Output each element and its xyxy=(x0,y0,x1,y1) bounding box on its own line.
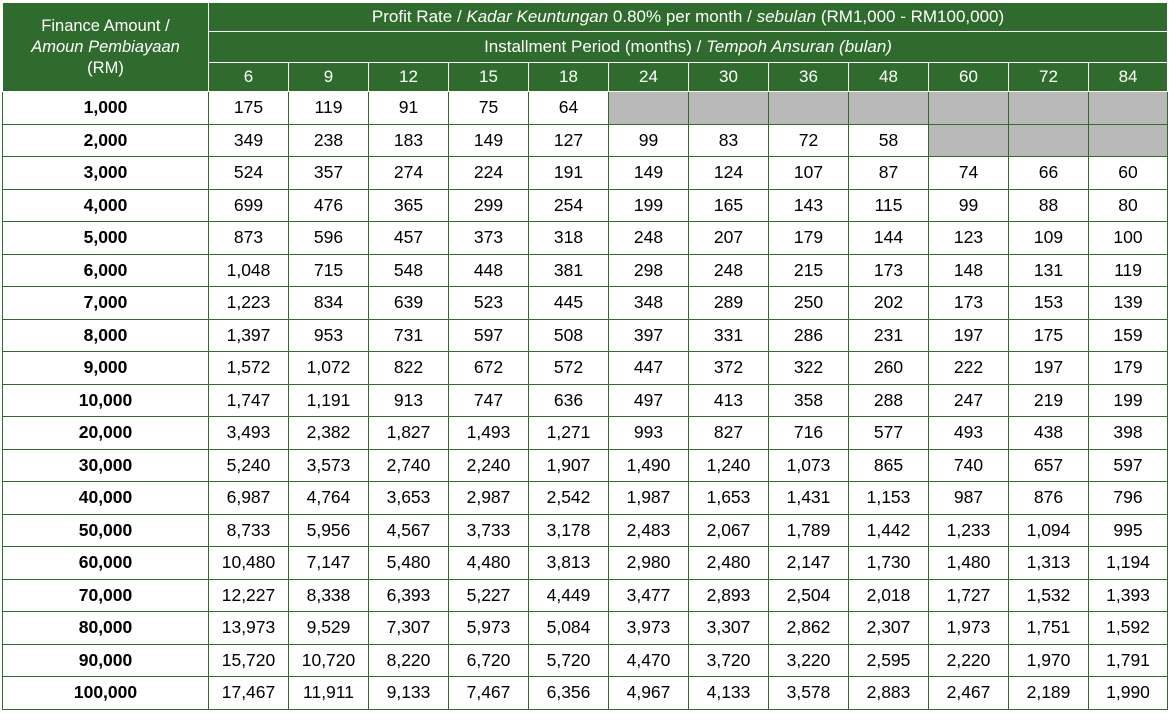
installment-value-cell: 2,240 xyxy=(449,449,529,482)
period-header-cell: 72 xyxy=(1009,63,1089,92)
installment-value-cell: 1,827 xyxy=(369,417,449,450)
installment-value-cell: 413 xyxy=(689,384,769,417)
table-row xyxy=(3,287,1168,320)
installment-value-cell: 876 xyxy=(1009,482,1089,515)
unavailable-cell xyxy=(849,92,929,125)
installment-value-cell: 1,907 xyxy=(529,449,609,482)
installment-value-cell: 715 xyxy=(289,254,369,287)
installment-value-cell: 4,567 xyxy=(369,514,449,547)
installment-value-cell: 115 xyxy=(849,189,929,222)
installment-value-cell: 3,493 xyxy=(209,417,289,450)
installment-value-cell: 3,178 xyxy=(529,514,609,547)
installment-value-cell: 143 xyxy=(769,189,849,222)
installment-value-cell: 10,720 xyxy=(289,644,369,677)
installment-value-cell: 124 xyxy=(689,157,769,190)
installment-value-cell: 1,072 xyxy=(289,352,369,385)
installment-value-cell: 2,307 xyxy=(849,612,929,645)
installment-value-cell: 4,133 xyxy=(689,677,769,710)
installment-value-cell: 4,764 xyxy=(289,482,369,515)
installment-value-cell: 254 xyxy=(529,189,609,222)
finance-amount-cell: 1,000 xyxy=(3,92,209,125)
installment-value-cell: 1,987 xyxy=(609,482,689,515)
installment-value-cell: 179 xyxy=(769,222,849,255)
installment-value-cell: 3,973 xyxy=(609,612,689,645)
finance-amount-cell: 80,000 xyxy=(3,612,209,645)
unavailable-cell xyxy=(929,92,1009,125)
installment-value-cell: 2,883 xyxy=(849,677,929,710)
table-row xyxy=(3,92,1168,125)
installment-value-cell: 12,227 xyxy=(209,579,289,612)
table-row xyxy=(3,352,1168,385)
unavailable-cell xyxy=(689,92,769,125)
finance-amount-cell: 6,000 xyxy=(3,254,209,287)
installment-value-cell: 524 xyxy=(209,157,289,190)
installment-value-cell: 3,653 xyxy=(369,482,449,515)
table-row xyxy=(3,449,1168,482)
installment-value-cell: 5,956 xyxy=(289,514,369,547)
installment-value-cell: 9,529 xyxy=(289,612,369,645)
installment-value-cell: 497 xyxy=(609,384,689,417)
finance-amount-cell: 100,000 xyxy=(3,677,209,710)
installment-value-cell: 2,980 xyxy=(609,547,689,580)
installment-value-cell: 58 xyxy=(849,124,929,157)
period-header-cell: 36 xyxy=(769,63,849,92)
installment-value-cell: 274 xyxy=(369,157,449,190)
finance-amount-label-en: Finance Amount / xyxy=(41,16,170,35)
installment-value-cell: 6,720 xyxy=(449,644,529,677)
table-row xyxy=(3,579,1168,612)
installment-value-cell: 548 xyxy=(369,254,449,287)
finance-amount-cell: 90,000 xyxy=(3,644,209,677)
table-row xyxy=(3,514,1168,547)
table-row xyxy=(3,222,1168,255)
period-header-cell: 15 xyxy=(449,63,529,92)
installment-value-cell: 1,747 xyxy=(209,384,289,417)
installment-value-cell: 1,442 xyxy=(849,514,929,547)
unavailable-cell xyxy=(769,92,849,125)
installment-value-cell: 298 xyxy=(609,254,689,287)
installment-value-cell: 80 xyxy=(1089,189,1168,222)
finance-amount-header xyxy=(3,3,209,92)
installment-value-cell: 365 xyxy=(369,189,449,222)
installment-value-cell: 3,578 xyxy=(769,677,849,710)
installment-value-cell: 11,911 xyxy=(289,677,369,710)
installment-value-cell: 250 xyxy=(769,287,849,320)
unavailable-cell xyxy=(1089,92,1168,125)
installment-value-cell: 2,467 xyxy=(929,677,1009,710)
installment-value-cell: 199 xyxy=(1089,384,1168,417)
installment-value-cell: 199 xyxy=(609,189,689,222)
installment-value-cell: 1,727 xyxy=(929,579,1009,612)
installment-value-cell: 3,307 xyxy=(689,612,769,645)
installment-value-cell: 322 xyxy=(769,352,849,385)
installment-value-cell: 398 xyxy=(1089,417,1168,450)
finance-amount-cell: 2,000 xyxy=(3,124,209,157)
installment-value-cell: 1,480 xyxy=(929,547,1009,580)
installment-value-cell: 318 xyxy=(529,222,609,255)
installment-value-cell: 2,018 xyxy=(849,579,929,612)
installment-value-cell: 4,449 xyxy=(529,579,609,612)
table-row xyxy=(3,384,1168,417)
installment-value-cell: 207 xyxy=(689,222,769,255)
installment-value-cell: 149 xyxy=(449,124,529,157)
installment-value-cell: 224 xyxy=(449,157,529,190)
installment-value-cell: 289 xyxy=(689,287,769,320)
installment-value-cell: 523 xyxy=(449,287,529,320)
unavailable-cell xyxy=(1009,92,1089,125)
installment-value-cell: 88 xyxy=(1009,189,1089,222)
installment-value-cell: 191 xyxy=(529,157,609,190)
installment-value-cell: 373 xyxy=(449,222,529,255)
installment-value-cell: 2,483 xyxy=(609,514,689,547)
installment-value-cell: 331 xyxy=(689,319,769,352)
installment-value-cell: 144 xyxy=(849,222,929,255)
installment-value-cell: 2,382 xyxy=(289,417,369,450)
finance-amount-cell: 20,000 xyxy=(3,417,209,450)
table-row xyxy=(3,612,1168,645)
installment-value-cell: 3,477 xyxy=(609,579,689,612)
installment-value-cell: 119 xyxy=(1089,254,1168,287)
installment-value-cell: 3,733 xyxy=(449,514,529,547)
table-body xyxy=(3,92,1168,710)
installment-value-cell: 2,862 xyxy=(769,612,849,645)
installment-value-cell: 299 xyxy=(449,189,529,222)
installment-value-cell: 72 xyxy=(769,124,849,157)
period-header-cell: 6 xyxy=(209,63,289,92)
installment-value-cell: 5,240 xyxy=(209,449,289,482)
installment-value-cell: 596 xyxy=(289,222,369,255)
installment-value-cell: 202 xyxy=(849,287,929,320)
installment-value-cell: 109 xyxy=(1009,222,1089,255)
installment-value-cell: 5,480 xyxy=(369,547,449,580)
unavailable-cell xyxy=(929,124,1009,157)
installment-value-cell: 493 xyxy=(929,417,1009,450)
installment-value-cell: 699 xyxy=(209,189,289,222)
installment-value-cell: 1,493 xyxy=(449,417,529,450)
installment-value-cell: 8,220 xyxy=(369,644,449,677)
finance-amount-cell: 9,000 xyxy=(3,352,209,385)
period-header-cell: 12 xyxy=(369,63,449,92)
table-row xyxy=(3,157,1168,190)
installment-value-cell: 6,987 xyxy=(209,482,289,515)
finance-amount-cell: 50,000 xyxy=(3,514,209,547)
installment-value-cell: 1,191 xyxy=(289,384,369,417)
installment-value-cell: 1,271 xyxy=(529,417,609,450)
installment-value-cell: 219 xyxy=(1009,384,1089,417)
installment-value-cell: 9,133 xyxy=(369,677,449,710)
installment-value-cell: 822 xyxy=(369,352,449,385)
finance-amount-cell: 70,000 xyxy=(3,579,209,612)
table-row xyxy=(3,124,1168,157)
installment-value-cell: 1,970 xyxy=(1009,644,1089,677)
installment-value-cell: 827 xyxy=(689,417,769,450)
installment-value-cell: 127 xyxy=(529,124,609,157)
installment-value-cell: 5,084 xyxy=(529,612,609,645)
installment-value-cell: 672 xyxy=(449,352,529,385)
installment-value-cell: 2,480 xyxy=(689,547,769,580)
installment-value-cell: 873 xyxy=(209,222,289,255)
installment-value-cell: 358 xyxy=(769,384,849,417)
installment-value-cell: 74 xyxy=(929,157,1009,190)
finance-amount-cell: 40,000 xyxy=(3,482,209,515)
installment-value-cell: 131 xyxy=(1009,254,1089,287)
installment-value-cell: 3,220 xyxy=(769,644,849,677)
installment-value-cell: 64 xyxy=(529,92,609,125)
installment-value-cell: 476 xyxy=(289,189,369,222)
installment-value-cell: 2,504 xyxy=(769,579,849,612)
installment-value-cell: 248 xyxy=(689,254,769,287)
installment-value-cell: 448 xyxy=(449,254,529,287)
installment-value-cell: 3,573 xyxy=(289,449,369,482)
installment-value-cell: 2,740 xyxy=(369,449,449,482)
installment-value-cell: 1,393 xyxy=(1089,579,1168,612)
table-row xyxy=(3,482,1168,515)
installment-value-cell: 8,338 xyxy=(289,579,369,612)
installment-value-cell: 100 xyxy=(1089,222,1168,255)
installment-value-cell: 639 xyxy=(369,287,449,320)
period-header-cell: 48 xyxy=(849,63,929,92)
installment-value-cell: 1,990 xyxy=(1089,677,1168,710)
installment-value-cell: 1,153 xyxy=(849,482,929,515)
installment-value-cell: 60 xyxy=(1089,157,1168,190)
table-row xyxy=(3,547,1168,580)
installment-value-cell: 731 xyxy=(369,319,449,352)
finance-amount-cell: 7,000 xyxy=(3,287,209,320)
table-row xyxy=(3,417,1168,450)
installment-value-cell: 247 xyxy=(929,384,1009,417)
installment-value-cell: 7,307 xyxy=(369,612,449,645)
installment-value-cell: 3,813 xyxy=(529,547,609,580)
installment-value-cell: 91 xyxy=(369,92,449,125)
installment-value-cell: 2,595 xyxy=(849,644,929,677)
installment-value-cell: 1,572 xyxy=(209,352,289,385)
installment-value-cell: 1,094 xyxy=(1009,514,1089,547)
installment-value-cell: 995 xyxy=(1089,514,1168,547)
installment-value-cell: 8,733 xyxy=(209,514,289,547)
installment-value-cell: 740 xyxy=(929,449,1009,482)
table-row xyxy=(3,189,1168,222)
installment-value-cell: 17,467 xyxy=(209,677,289,710)
table-row xyxy=(3,644,1168,677)
installment-value-cell: 10,480 xyxy=(209,547,289,580)
installment-value-cell: 2,147 xyxy=(769,547,849,580)
installment-value-cell: 139 xyxy=(1089,287,1168,320)
installment-value-cell: 747 xyxy=(449,384,529,417)
finance-amount-cell: 3,000 xyxy=(3,157,209,190)
installment-value-cell: 1,973 xyxy=(929,612,1009,645)
installment-value-cell: 7,147 xyxy=(289,547,369,580)
installment-value-cell: 1,730 xyxy=(849,547,929,580)
installment-value-cell: 447 xyxy=(609,352,689,385)
installment-value-cell: 175 xyxy=(1009,319,1089,352)
installment-value-cell: 173 xyxy=(849,254,929,287)
period-header-cell: 18 xyxy=(529,63,609,92)
installment-value-cell: 119 xyxy=(289,92,369,125)
installment-value-cell: 716 xyxy=(769,417,849,450)
installment-value-cell: 2,542 xyxy=(529,482,609,515)
profit-rate-header: Profit Rate / Kadar Keuntungan 0.80% per month / sebulan (RM1,000 - RM100,000) xyxy=(209,3,1168,32)
installment-value-cell: 165 xyxy=(689,189,769,222)
table-row xyxy=(3,677,1168,710)
installment-value-cell: 99 xyxy=(609,124,689,157)
installment-value-cell: 372 xyxy=(689,352,769,385)
installment-value-cell: 357 xyxy=(289,157,369,190)
installment-value-cell: 238 xyxy=(289,124,369,157)
installment-value-cell: 993 xyxy=(609,417,689,450)
installment-value-cell: 1,313 xyxy=(1009,547,1089,580)
installment-value-cell: 3,720 xyxy=(689,644,769,677)
installment-value-cell: 1,073 xyxy=(769,449,849,482)
unavailable-cell xyxy=(1089,124,1168,157)
installment-value-cell: 179 xyxy=(1089,352,1168,385)
installment-value-cell: 1,751 xyxy=(1009,612,1089,645)
installment-value-cell: 438 xyxy=(1009,417,1089,450)
installment-value-cell: 99 xyxy=(929,189,1009,222)
installment-value-cell: 1,194 xyxy=(1089,547,1168,580)
installment-value-cell: 123 xyxy=(929,222,1009,255)
installment-value-cell: 4,480 xyxy=(449,547,529,580)
installment-value-cell: 834 xyxy=(289,287,369,320)
installment-value-cell: 183 xyxy=(369,124,449,157)
installment-value-cell: 796 xyxy=(1089,482,1168,515)
installment-value-cell: 1,532 xyxy=(1009,579,1089,612)
installment-value-cell: 2,067 xyxy=(689,514,769,547)
finance-amount-cell: 5,000 xyxy=(3,222,209,255)
installment-value-cell: 7,467 xyxy=(449,677,529,710)
installment-value-cell: 248 xyxy=(609,222,689,255)
installment-value-cell: 83 xyxy=(689,124,769,157)
installment-value-cell: 4,967 xyxy=(609,677,689,710)
installment-value-cell: 1,431 xyxy=(769,482,849,515)
finance-amount-cell: 10,000 xyxy=(3,384,209,417)
installment-value-cell: 1,233 xyxy=(929,514,1009,547)
installment-value-cell: 397 xyxy=(609,319,689,352)
finance-amount-cell: 60,000 xyxy=(3,547,209,580)
installment-value-cell: 175 xyxy=(209,92,289,125)
unavailable-cell xyxy=(609,92,689,125)
installment-value-cell: 572 xyxy=(529,352,609,385)
installment-value-cell: 445 xyxy=(529,287,609,320)
installment-value-cell: 597 xyxy=(1089,449,1168,482)
installment-value-cell: 2,893 xyxy=(689,579,769,612)
installment-value-cell: 87 xyxy=(849,157,929,190)
installment-value-cell: 1,490 xyxy=(609,449,689,482)
installment-value-cell: 197 xyxy=(929,319,1009,352)
period-header-cell: 84 xyxy=(1089,63,1168,92)
installment-value-cell: 286 xyxy=(769,319,849,352)
installment-value-cell: 6,356 xyxy=(529,677,609,710)
installment-value-cell: 2,987 xyxy=(449,482,529,515)
finance-amount-cell: 4,000 xyxy=(3,189,209,222)
installment-value-cell: 215 xyxy=(769,254,849,287)
installment-value-cell: 159 xyxy=(1089,319,1168,352)
installment-value-cell: 577 xyxy=(849,417,929,450)
installment-value-cell: 457 xyxy=(369,222,449,255)
installment-value-cell: 1,789 xyxy=(769,514,849,547)
installment-value-cell: 288 xyxy=(849,384,929,417)
installment-value-cell: 5,720 xyxy=(529,644,609,677)
installment-value-cell: 173 xyxy=(929,287,1009,320)
installment-value-cell: 149 xyxy=(609,157,689,190)
installment-value-cell: 2,189 xyxy=(1009,677,1089,710)
installment-value-cell: 260 xyxy=(849,352,929,385)
installment-value-cell: 5,227 xyxy=(449,579,529,612)
installment-value-cell: 153 xyxy=(1009,287,1089,320)
finance-amount-cell: 8,000 xyxy=(3,319,209,352)
installment-value-cell: 75 xyxy=(449,92,529,125)
installment-value-cell: 1,397 xyxy=(209,319,289,352)
installment-value-cell: 1,048 xyxy=(209,254,289,287)
installment-value-cell: 66 xyxy=(1009,157,1089,190)
installment-value-cell: 1,653 xyxy=(689,482,769,515)
installment-value-cell: 597 xyxy=(449,319,529,352)
installment-value-cell: 349 xyxy=(209,124,289,157)
period-header-cell: 24 xyxy=(609,63,689,92)
installment-value-cell: 636 xyxy=(529,384,609,417)
installment-value-cell: 107 xyxy=(769,157,849,190)
table-row xyxy=(3,254,1168,287)
installment-value-cell: 953 xyxy=(289,319,369,352)
period-header-cell: 9 xyxy=(289,63,369,92)
finance-amount-unit: (RM) xyxy=(87,58,124,77)
installment-value-cell: 231 xyxy=(849,319,929,352)
installment-value-cell: 148 xyxy=(929,254,1009,287)
installment-value-cell: 1,791 xyxy=(1089,644,1168,677)
installment-value-cell: 381 xyxy=(529,254,609,287)
finance-amount-cell: 30,000 xyxy=(3,449,209,482)
installment-value-cell: 657 xyxy=(1009,449,1089,482)
installment-value-cell: 865 xyxy=(849,449,929,482)
installment-value-cell: 4,470 xyxy=(609,644,689,677)
installment-value-cell: 1,240 xyxy=(689,449,769,482)
installment-value-cell: 15,720 xyxy=(209,644,289,677)
installment-value-cell: 197 xyxy=(1009,352,1089,385)
finance-amount-label-ms: Amoun Pembiayaan xyxy=(31,37,180,56)
installment-period-header: Installment Period (months) / Tempoh Ansuran (bulan) xyxy=(209,32,1168,63)
installment-value-cell: 1,592 xyxy=(1089,612,1168,645)
installment-value-cell: 2,220 xyxy=(929,644,1009,677)
period-header-cell: 60 xyxy=(929,63,1009,92)
installment-value-cell: 13,973 xyxy=(209,612,289,645)
installment-value-cell: 348 xyxy=(609,287,689,320)
installment-value-cell: 1,223 xyxy=(209,287,289,320)
installment-value-cell: 987 xyxy=(929,482,1009,515)
table-row xyxy=(3,319,1168,352)
installment-value-cell: 5,973 xyxy=(449,612,529,645)
installment-value-cell: 6,393 xyxy=(369,579,449,612)
period-header-cell: 30 xyxy=(689,63,769,92)
installment-table xyxy=(2,2,1168,710)
unavailable-cell xyxy=(1009,124,1089,157)
installment-value-cell: 913 xyxy=(369,384,449,417)
installment-value-cell: 508 xyxy=(529,319,609,352)
installment-value-cell: 222 xyxy=(929,352,1009,385)
